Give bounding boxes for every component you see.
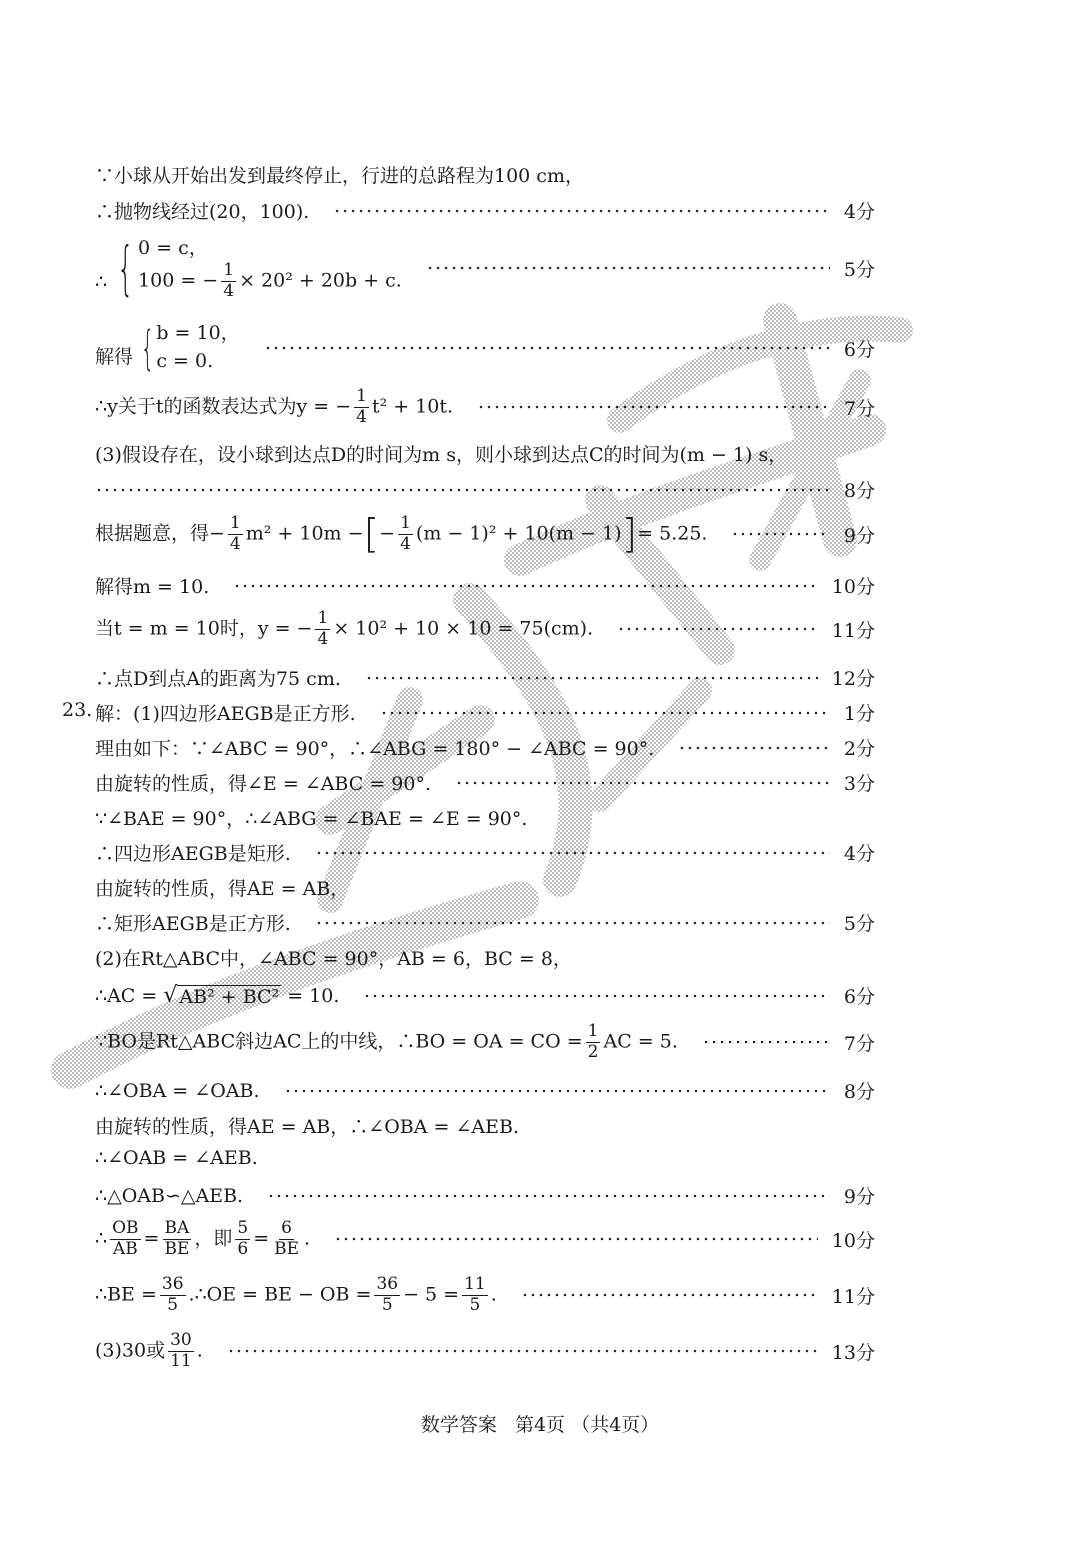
fraction: $\frac{BA}{BE}$ <box>164 1217 190 1259</box>
dot-leader <box>227 1349 818 1353</box>
line-23-9 <box>95 982 875 1009</box>
math-block: ∴BE = $\frac{36}{5}$ .∴OE = BE − OB = $\frac{36}{5}$ − 5 = $\frac{11}{5}$ . <box>95 1273 497 1315</box>
equation-row-1: 0 = c， <box>138 236 208 259</box>
text: 解：(1)四边形AEGB是正方形. <box>95 703 356 725</box>
line-23-3 <box>95 769 875 796</box>
radical-icon: √ <box>163 983 178 1008</box>
line-23-15 <box>95 1214 875 1264</box>
fraction: $\frac{6}{BE}$ <box>274 1217 300 1259</box>
math-block: 根据题意，得− $\frac{1}{4}$ m² + 10m −[− $\frac{1}{4}$ (m − 1)² + 10(m − 1)]= 5.25. <box>95 511 708 557</box>
fraction: $\frac{1}{4}$ <box>223 260 235 302</box>
line-equation-system <box>95 228 875 308</box>
line-distance-note <box>95 161 584 188</box>
line-23-1 <box>95 699 875 726</box>
dot-leader <box>284 1089 830 1093</box>
text: ∴四边形AEGB是矩形. <box>95 843 291 865</box>
line-23-2 <box>95 734 875 761</box>
score: 2分 <box>843 738 875 760</box>
dot-leader <box>95 488 830 492</box>
text: 由旋转的性质，得AE = AB，∴∠OBA = ∠AEB. <box>95 1116 519 1138</box>
line-23-14 <box>95 1182 875 1209</box>
line-23-12 <box>95 1112 519 1139</box>
text: ∴抛物线经过(20，100). <box>95 201 310 223</box>
dot-leader <box>333 209 830 213</box>
line-23-6 <box>95 874 349 901</box>
math-block: ∴ $\frac{OB}{AB}$ = $\frac{BA}{BE}$ ，即 $\frac{5}{6}$ = $\frac{6}{BE}$ . <box>95 1217 311 1259</box>
line-distance-da <box>95 664 875 691</box>
text: 由旋转的性质，得AE = AB， <box>95 878 350 900</box>
score: 5分 <box>843 913 875 935</box>
fraction: $\frac{OB}{AB}$ <box>112 1217 139 1259</box>
line-23-8 <box>95 944 572 971</box>
score: 5分 <box>843 258 875 281</box>
line-parabola-point <box>95 197 875 224</box>
page-footer <box>0 1410 1080 1437</box>
line-solve-bc <box>95 320 875 376</box>
question-number: 23. <box>62 699 93 721</box>
dot-leader <box>334 1237 818 1241</box>
score: 6分 <box>843 986 875 1008</box>
footer-subject: 数学答案 <box>420 1414 497 1436</box>
dot-leader <box>477 405 830 409</box>
line-23-16 <box>95 1270 875 1320</box>
equation-row-2: 100 = − $\frac{1}{4}$ × 20² + 20b + c. <box>138 260 402 302</box>
line-equation-525 <box>95 510 875 558</box>
text: ∴点D到点A的距离为75 cm. <box>95 668 341 690</box>
footer-total: （共4页） <box>571 1414 660 1436</box>
dot-leader <box>678 746 830 750</box>
score: 8分 <box>843 480 875 502</box>
text: ∴∠OAB = ∠AEB. <box>95 1147 258 1169</box>
math-block: ∵BO是Rt△ABC斜边AC上的中线，∴BO = OA = CO = $\frac{1}{2}$ AC = 5. <box>95 1020 678 1062</box>
score: 3分 <box>843 773 875 795</box>
dot-leader <box>267 1194 830 1198</box>
dot-leader <box>315 851 830 855</box>
footer-page: 第4页 <box>514 1414 566 1436</box>
dot-leader <box>426 266 830 270</box>
math-block: 当t = m = 10时，y = − $\frac{1}{4}$ × 10² + 10 × 10 = 75(cm). <box>95 607 594 649</box>
score: 13分 <box>831 1341 875 1364</box>
dot-leader <box>233 584 818 588</box>
line-y-at-t10 <box>95 606 875 652</box>
dot-leader <box>617 627 818 631</box>
dot-leader <box>380 711 830 715</box>
score: 9分 <box>843 524 875 547</box>
dot-leader <box>365 676 818 680</box>
therefore-symbol: ∴ <box>95 270 108 293</box>
text: ∴△OAB∽△AEB. <box>95 1184 244 1207</box>
score: 9分 <box>843 1186 875 1208</box>
score: 11分 <box>831 619 875 642</box>
math-block: (3)30或 $\frac{30}{11}$ . <box>95 1329 203 1371</box>
dot-leader <box>264 346 830 350</box>
fraction: $\frac{11}{5}$ <box>464 1273 486 1315</box>
text: ∴∠OBA = ∠OAB. <box>95 1079 260 1102</box>
line-score-8 <box>95 476 875 503</box>
fraction: $\frac{1}{4}$ <box>400 512 411 554</box>
text: 理由如下：∵∠ABC = 90°，∴∠ABG = 180° − ∠ABC = 90°. <box>95 738 655 760</box>
score: 6分 <box>843 338 875 361</box>
line-23-4 <box>95 804 527 831</box>
score: 10分 <box>831 1229 875 1252</box>
text: ∵∠BAE = 90°，∴∠ABG = ∠BAE = ∠E = 90°. <box>95 808 528 830</box>
fraction: $\frac{1}{4}$ <box>317 607 329 649</box>
line-23-7 <box>95 909 875 936</box>
dot-leader <box>363 994 829 998</box>
fraction: $\frac{1}{4}$ <box>356 385 367 427</box>
math-block: ∴AC = √ AB² + BC² = 10. <box>95 983 340 1008</box>
line-23-17 <box>95 1326 875 1376</box>
dot-leader <box>455 781 830 785</box>
line-function-expression <box>95 384 875 430</box>
text: ∵小球从开始出发到最终停止，行进的总路程为100 cm， <box>95 165 584 187</box>
dot-leader <box>731 532 829 536</box>
fraction: $\frac{5}{6}$ <box>237 1217 249 1259</box>
dot-leader <box>315 921 830 925</box>
score: 11分 <box>831 1285 875 1308</box>
score: 4分 <box>843 201 875 223</box>
score: 12分 <box>831 668 875 690</box>
text: (2)在Rt△ABC中，∠ABC = 90°，AB = 6，BC = 8， <box>95 948 572 970</box>
line-23-5 <box>95 839 875 866</box>
text: 解得m = 10. <box>95 576 210 598</box>
fraction: $\frac{1}{4}$ <box>229 512 241 554</box>
line-23-13 <box>95 1147 258 1169</box>
fraction: $\frac{1}{2}$ <box>587 1020 599 1062</box>
text: ∴矩形AEGB是正方形. <box>95 913 291 935</box>
math-block: 解得 { b = 10， c = 0. <box>95 320 240 375</box>
score: 4分 <box>843 843 875 865</box>
line-m-value <box>95 572 875 599</box>
score: 7分 <box>843 397 875 420</box>
score: 1分 <box>843 703 875 725</box>
brace-symbol: { <box>117 233 134 302</box>
line-23-11 <box>95 1077 875 1104</box>
score: 8分 <box>843 1081 875 1103</box>
math-block <box>95 235 402 301</box>
dot-leader <box>702 1040 830 1044</box>
brace-symbol: { <box>141 320 155 375</box>
text: 由旋转的性质，得∠E = ∠ABC = 90°. <box>95 773 431 795</box>
text: (3)假设存在，设小球到达点D的时间为m s，则小球到达点C的时间为(m − 1) s， <box>95 444 788 466</box>
fraction: $\frac{30}{11}$ <box>170 1329 192 1371</box>
math-block: ∴y关于t的函数表达式为y = − $\frac{1}{4}$ t² + 10t. <box>95 385 454 427</box>
sqrt: √ AB² + BC² <box>163 983 280 1008</box>
dot-leader <box>521 1293 818 1297</box>
fraction: $\frac{36}{5}$ <box>376 1273 399 1315</box>
line-assume-exist <box>95 440 787 467</box>
line-23-10 <box>95 1018 875 1066</box>
score: 7分 <box>843 1032 875 1055</box>
bracket-open: [ <box>363 511 380 557</box>
bracket-close: ] <box>621 511 638 557</box>
fraction: $\frac{36}{5}$ <box>161 1273 184 1315</box>
score: 10分 <box>831 576 875 598</box>
